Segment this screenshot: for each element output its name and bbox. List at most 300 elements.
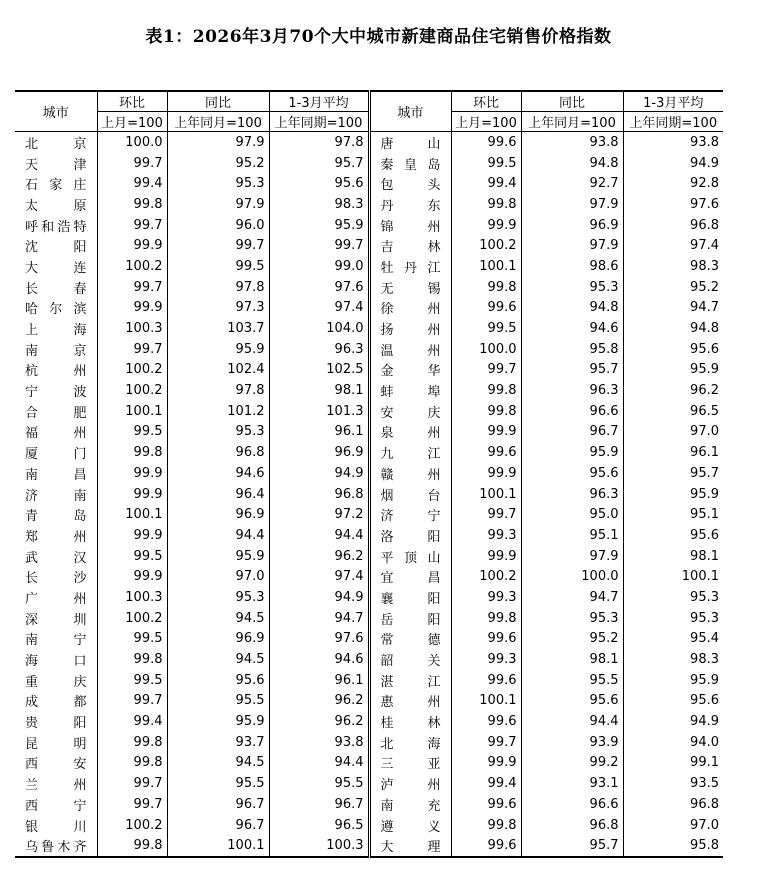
left-mom-cell: 99.8 [97, 649, 167, 670]
left-avg-cell: 96.2 [269, 711, 369, 732]
right-city-cell: 大理 [369, 835, 451, 857]
right-city-cell: 金华 [369, 360, 451, 381]
right-yoy-cell: 96.3 [521, 380, 623, 401]
table-row [15, 442, 723, 463]
left-avg-cell: 97.4 [269, 298, 369, 319]
table-row [15, 318, 723, 339]
left-city-cell: 郑州 [25, 529, 87, 545]
table-row [15, 794, 723, 815]
table-row [15, 153, 723, 174]
price-index-table [15, 90, 723, 858]
left-yoy-cell: 97.3 [167, 298, 269, 319]
right-mom-cell: 99.6 [451, 835, 521, 857]
right-city-cell: 唐山 [369, 132, 451, 153]
left-mom-cell: 99.5 [97, 629, 167, 650]
right-avg-cell: 96.8 [623, 794, 723, 815]
left-mom-cell: 99.5 [97, 670, 167, 691]
right-city-cell: 丹东 [369, 194, 451, 215]
right-mom-cell: 99.6 [451, 132, 521, 153]
left-city-cell: 南昌 [25, 467, 87, 483]
left-avg-cell: 100.3 [269, 835, 369, 857]
right-mom-cell: 100.2 [451, 566, 521, 587]
left-city-cell: 厦门 [25, 447, 87, 463]
right-city-cell: 蚌埠 [369, 380, 451, 401]
table-row [15, 649, 723, 670]
left-city-cell: 深圳 [25, 612, 87, 628]
table-row [15, 463, 723, 484]
right-avg-cell: 98.3 [623, 649, 723, 670]
left-avg-cell: 102.5 [269, 360, 369, 381]
left-city-cell: 大连 [25, 260, 87, 276]
left-avg-cell: 94.4 [269, 525, 369, 546]
right-mom-cell: 99.5 [451, 153, 521, 174]
right-avg-cell: 95.9 [623, 360, 723, 381]
left-avg-cell: 94.9 [269, 463, 369, 484]
right-avg-cell: 97.0 [623, 422, 723, 443]
left-yoy-cell: 100.1 [167, 835, 269, 857]
left-city-cell: 贵阳 [25, 716, 87, 732]
left-mom-cell: 99.7 [97, 773, 167, 794]
right-mom-cell: 99.8 [451, 815, 521, 836]
table-row [15, 670, 723, 691]
left-yoy-cell: 96.9 [167, 504, 269, 525]
right-avg-cell: 94.9 [623, 153, 723, 174]
right-avg-cell: 99.1 [623, 753, 723, 774]
right-mom-cell: 99.7 [451, 504, 521, 525]
right-mom-cell: 100.1 [451, 484, 521, 505]
left-avg-cell: 94.4 [269, 753, 369, 774]
right-yoy-cell: 95.6 [521, 463, 623, 484]
left-avg-cell: 97.8 [269, 132, 369, 153]
header-mom-base-left: 上月=100 [97, 112, 167, 132]
table-row [15, 815, 723, 836]
left-city-cell: 昆明 [25, 736, 87, 752]
table-row [15, 194, 723, 215]
right-mom-cell: 99.4 [451, 173, 521, 194]
table-row [15, 525, 723, 546]
right-city-cell: 岳阳 [369, 608, 451, 629]
table-row [15, 691, 723, 712]
left-city-cell: 兰州 [25, 778, 87, 794]
right-avg-cell: 96.1 [623, 442, 723, 463]
left-mom-cell: 99.7 [97, 339, 167, 360]
right-city-cell: 泸州 [369, 773, 451, 794]
right-yoy-cell: 94.8 [521, 298, 623, 319]
header-city-left: 城市 [15, 91, 97, 132]
right-avg-cell: 95.6 [623, 525, 723, 546]
right-yoy-cell: 98.6 [521, 256, 623, 277]
left-avg-cell: 98.3 [269, 194, 369, 215]
right-yoy-cell: 95.8 [521, 339, 623, 360]
right-mom-cell: 99.6 [451, 670, 521, 691]
left-yoy-cell: 95.5 [167, 773, 269, 794]
left-mom-cell: 99.7 [97, 691, 167, 712]
left-avg-cell: 95.6 [269, 173, 369, 194]
right-mom-cell: 99.8 [451, 401, 521, 422]
table-row [15, 608, 723, 629]
left-mom-cell: 99.8 [97, 442, 167, 463]
right-avg-cell: 97.4 [623, 235, 723, 256]
right-yoy-cell: 96.6 [521, 401, 623, 422]
left-avg-cell: 101.3 [269, 401, 369, 422]
table-row [15, 732, 723, 753]
left-city-cell: 乌鲁木齐 [15, 835, 97, 857]
right-avg-cell: 98.3 [623, 256, 723, 277]
right-avg-cell: 95.6 [623, 339, 723, 360]
table-row [15, 380, 723, 401]
table-row [15, 235, 723, 256]
left-yoy-cell: 103.7 [167, 318, 269, 339]
left-city-cell: 福州 [25, 426, 87, 442]
left-mom-cell: 100.2 [97, 815, 167, 836]
right-mom-cell: 99.8 [451, 380, 521, 401]
left-city-cell: 武汉 [25, 550, 87, 566]
right-mom-cell: 99.8 [451, 194, 521, 215]
right-city-cell: 九江 [369, 442, 451, 463]
right-avg-cell: 96.5 [623, 401, 723, 422]
right-yoy-cell: 99.2 [521, 753, 623, 774]
right-mom-cell: 99.3 [451, 649, 521, 670]
left-avg-cell: 96.2 [269, 691, 369, 712]
right-city-cell: 赣州 [369, 463, 451, 484]
right-yoy-cell: 97.9 [521, 235, 623, 256]
right-yoy-cell: 93.1 [521, 773, 623, 794]
left-yoy-cell: 94.5 [167, 753, 269, 774]
right-city-cell: 湛江 [369, 670, 451, 691]
left-city-cell: 石家庄 [25, 178, 87, 194]
table-row [15, 753, 723, 774]
right-yoy-cell: 96.8 [521, 815, 623, 836]
left-avg-cell: 97.6 [269, 629, 369, 650]
left-yoy-cell: 97.9 [167, 194, 269, 215]
left-city-cell: 西宁 [25, 798, 87, 814]
right-mom-cell: 99.9 [451, 215, 521, 236]
left-mom-cell: 99.9 [97, 566, 167, 587]
right-avg-cell: 93.8 [623, 132, 723, 153]
right-avg-cell: 95.4 [623, 629, 723, 650]
left-avg-cell: 96.1 [269, 422, 369, 443]
right-city-cell: 无锡 [369, 277, 451, 298]
right-avg-cell: 94.0 [623, 732, 723, 753]
table-row [15, 298, 723, 319]
right-mom-cell: 99.6 [451, 711, 521, 732]
right-yoy-cell: 95.3 [521, 277, 623, 298]
table-row [15, 401, 723, 422]
right-yoy-cell: 98.1 [521, 649, 623, 670]
right-city-cell: 秦皇岛 [369, 153, 451, 174]
left-city-cell: 青岛 [25, 509, 87, 525]
left-yoy-cell: 96.9 [167, 629, 269, 650]
left-mom-cell: 99.8 [97, 835, 167, 857]
left-yoy-cell: 95.9 [167, 339, 269, 360]
left-city-cell: 广州 [25, 591, 87, 607]
left-avg-cell: 98.1 [269, 380, 369, 401]
right-yoy-cell: 100.0 [521, 566, 623, 587]
right-mom-cell: 99.6 [451, 629, 521, 650]
left-mom-cell: 100.3 [97, 318, 167, 339]
left-yoy-cell: 95.3 [167, 587, 269, 608]
left-mom-cell: 99.5 [97, 422, 167, 443]
right-city-cell: 三亚 [369, 753, 451, 774]
left-yoy-cell: 97.8 [167, 277, 269, 298]
right-mom-cell: 99.5 [451, 318, 521, 339]
right-avg-cell: 95.1 [623, 504, 723, 525]
left-yoy-cell: 95.2 [167, 153, 269, 174]
left-city-cell: 西安 [25, 757, 87, 773]
left-yoy-cell: 101.2 [167, 401, 269, 422]
right-yoy-cell: 94.7 [521, 587, 623, 608]
right-city-cell: 南充 [369, 794, 451, 815]
right-avg-cell: 95.9 [623, 670, 723, 691]
right-avg-cell: 95.9 [623, 484, 723, 505]
left-avg-cell: 95.5 [269, 773, 369, 794]
left-avg-cell: 94.6 [269, 649, 369, 670]
right-yoy-cell: 95.7 [521, 835, 623, 857]
left-city-cell: 杭州 [25, 364, 87, 380]
header-yoy-left: 同比 [167, 91, 269, 112]
right-city-cell: 锦州 [369, 215, 451, 236]
right-yoy-cell: 96.6 [521, 794, 623, 815]
left-avg-cell: 97.6 [269, 277, 369, 298]
table-row [15, 711, 723, 732]
right-mom-cell: 100.1 [451, 691, 521, 712]
left-avg-cell: 95.9 [269, 215, 369, 236]
left-yoy-cell: 97.9 [167, 132, 269, 153]
right-city-cell: 襄阳 [369, 587, 451, 608]
left-yoy-cell: 102.4 [167, 360, 269, 381]
right-mom-cell: 99.3 [451, 525, 521, 546]
left-mom-cell: 100.1 [97, 504, 167, 525]
right-city-cell: 北海 [369, 732, 451, 753]
left-mom-cell: 100.1 [97, 401, 167, 422]
left-city-cell: 宁波 [25, 385, 87, 401]
right-yoy-cell: 97.9 [521, 546, 623, 567]
right-mom-cell: 99.9 [451, 422, 521, 443]
right-city-cell: 泉州 [369, 422, 451, 443]
left-mom-cell: 99.9 [97, 235, 167, 256]
right-yoy-cell: 94.4 [521, 711, 623, 732]
left-yoy-cell: 94.5 [167, 608, 269, 629]
header-avg-base-right: 上年同期=100 [623, 112, 723, 132]
left-yoy-cell: 96.7 [167, 815, 269, 836]
left-city-cell: 济南 [25, 488, 87, 504]
left-avg-cell: 96.8 [269, 484, 369, 505]
left-city-cell: 上海 [25, 323, 87, 339]
right-city-cell: 韶关 [369, 649, 451, 670]
left-mom-cell: 99.9 [97, 298, 167, 319]
right-city-cell: 吉林 [369, 235, 451, 256]
left-yoy-cell: 95.5 [167, 691, 269, 712]
left-avg-cell: 93.8 [269, 732, 369, 753]
left-mom-cell: 99.4 [97, 711, 167, 732]
left-mom-cell: 99.9 [97, 525, 167, 546]
right-yoy-cell: 95.3 [521, 608, 623, 629]
table-row [15, 773, 723, 794]
table-row [15, 629, 723, 650]
left-avg-cell: 97.2 [269, 504, 369, 525]
right-city-cell: 温州 [369, 339, 451, 360]
header-city-right: 城市 [369, 91, 451, 132]
left-mom-cell: 100.2 [97, 360, 167, 381]
table-row [15, 566, 723, 587]
right-yoy-cell: 95.5 [521, 670, 623, 691]
right-city-cell: 烟台 [369, 484, 451, 505]
right-avg-cell: 95.8 [623, 835, 723, 857]
left-city-cell: 沈阳 [25, 240, 87, 256]
right-avg-cell: 100.1 [623, 566, 723, 587]
table-body [15, 132, 723, 858]
left-mom-cell: 99.9 [97, 484, 167, 505]
left-city-cell: 长沙 [25, 571, 87, 587]
right-mom-cell: 99.6 [451, 794, 521, 815]
right-avg-cell: 94.7 [623, 298, 723, 319]
right-avg-cell: 94.9 [623, 711, 723, 732]
right-avg-cell: 95.6 [623, 691, 723, 712]
left-city-cell: 银川 [25, 819, 87, 835]
left-city-cell: 呼和浩特 [25, 219, 87, 235]
left-city-cell: 成都 [25, 695, 87, 711]
right-city-cell: 济宁 [369, 504, 451, 525]
left-yoy-cell: 95.9 [167, 711, 269, 732]
left-avg-cell: 94.7 [269, 608, 369, 629]
right-avg-cell: 94.8 [623, 318, 723, 339]
right-city-cell: 包头 [369, 173, 451, 194]
header-mom-right: 环比 [451, 91, 521, 112]
left-city-cell: 长春 [25, 281, 87, 297]
left-mom-cell: 99.4 [97, 173, 167, 194]
right-city-cell: 洛阳 [369, 525, 451, 546]
left-mom-cell: 99.5 [97, 546, 167, 567]
header-mom-base-right: 上月=100 [451, 112, 521, 132]
table-row [15, 256, 723, 277]
right-yoy-cell: 93.8 [521, 132, 623, 153]
left-city-cell: 海口 [25, 654, 87, 670]
left-mom-cell: 99.7 [97, 794, 167, 815]
left-city-cell: 太原 [25, 198, 87, 214]
left-mom-cell: 100.2 [97, 380, 167, 401]
right-mom-cell: 100.1 [451, 256, 521, 277]
left-avg-cell: 94.9 [269, 587, 369, 608]
right-yoy-cell: 96.9 [521, 215, 623, 236]
left-mom-cell: 99.7 [97, 153, 167, 174]
right-yoy-cell: 95.0 [521, 504, 623, 525]
left-city-cell: 哈尔滨 [25, 302, 87, 318]
left-yoy-cell: 95.3 [167, 173, 269, 194]
right-mom-cell: 99.7 [451, 732, 521, 753]
right-yoy-cell: 96.3 [521, 484, 623, 505]
right-mom-cell: 99.6 [451, 442, 521, 463]
left-yoy-cell: 96.7 [167, 794, 269, 815]
left-yoy-cell: 95.9 [167, 546, 269, 567]
right-city-cell: 徐州 [369, 298, 451, 319]
right-avg-cell: 96.8 [623, 215, 723, 236]
left-yoy-cell: 97.8 [167, 380, 269, 401]
table-row [15, 835, 723, 857]
header-yoy-base-left: 上年同月=100 [167, 112, 269, 132]
left-avg-cell: 96.9 [269, 442, 369, 463]
page-title: 表1：2026年3月70个大中城市新建商品住宅销售价格指数 [145, 27, 612, 47]
left-yoy-cell: 96.8 [167, 442, 269, 463]
right-mom-cell: 99.9 [451, 463, 521, 484]
right-yoy-cell: 95.9 [521, 442, 623, 463]
left-mom-cell: 100.3 [97, 587, 167, 608]
header-avg-base-left: 上年同期=100 [269, 112, 369, 132]
right-avg-cell: 96.2 [623, 380, 723, 401]
left-yoy-cell: 99.7 [167, 235, 269, 256]
table-row [15, 422, 723, 443]
header-avg-right: 1-3月平均 [623, 91, 723, 112]
right-avg-cell: 95.3 [623, 587, 723, 608]
right-city-cell: 扬州 [369, 318, 451, 339]
right-yoy-cell: 93.9 [521, 732, 623, 753]
left-avg-cell: 95.7 [269, 153, 369, 174]
table-row [15, 215, 723, 236]
table-row [15, 360, 723, 381]
header-yoy-right: 同比 [521, 91, 623, 112]
right-mom-cell: 99.6 [451, 298, 521, 319]
left-yoy-cell: 93.7 [167, 732, 269, 753]
right-avg-cell: 97.6 [623, 194, 723, 215]
right-yoy-cell: 96.7 [521, 422, 623, 443]
table-row [15, 132, 723, 153]
table-row [15, 504, 723, 525]
left-avg-cell: 97.4 [269, 566, 369, 587]
right-yoy-cell: 95.6 [521, 691, 623, 712]
right-yoy-cell: 94.6 [521, 318, 623, 339]
left-yoy-cell: 94.5 [167, 649, 269, 670]
left-city-cell: 南宁 [25, 633, 87, 649]
left-mom-cell: 99.8 [97, 194, 167, 215]
left-avg-cell: 96.7 [269, 794, 369, 815]
table-row [15, 173, 723, 194]
right-mom-cell: 99.8 [451, 277, 521, 298]
left-yoy-cell: 95.3 [167, 422, 269, 443]
right-mom-cell: 99.9 [451, 546, 521, 567]
header-yoy-base-right: 上年同月=100 [521, 112, 623, 132]
left-yoy-cell: 96.0 [167, 215, 269, 236]
right-yoy-cell: 94.8 [521, 153, 623, 174]
right-mom-cell: 99.8 [451, 608, 521, 629]
table-row [15, 546, 723, 567]
header-mom-left: 环比 [97, 91, 167, 112]
left-yoy-cell: 99.5 [167, 256, 269, 277]
left-yoy-cell: 96.4 [167, 484, 269, 505]
right-city-cell: 桂林 [369, 711, 451, 732]
right-avg-cell: 97.0 [623, 815, 723, 836]
left-mom-cell: 100.0 [97, 132, 167, 153]
left-mom-cell: 100.2 [97, 608, 167, 629]
left-mom-cell: 99.7 [97, 277, 167, 298]
right-mom-cell: 99.9 [451, 753, 521, 774]
right-city-cell: 遵义 [369, 815, 451, 836]
right-mom-cell: 100.2 [451, 235, 521, 256]
left-city-cell: 天津 [25, 157, 87, 173]
right-yoy-cell: 97.9 [521, 194, 623, 215]
right-yoy-cell: 95.1 [521, 525, 623, 546]
left-mom-cell: 100.2 [97, 256, 167, 277]
left-mom-cell: 99.9 [97, 463, 167, 484]
table-row [15, 277, 723, 298]
left-city-cell: 北京 [25, 136, 87, 152]
left-mom-cell: 99.8 [97, 753, 167, 774]
left-avg-cell: 99.7 [269, 235, 369, 256]
right-avg-cell: 95.3 [623, 608, 723, 629]
right-city-cell: 常德 [369, 629, 451, 650]
right-avg-cell: 98.1 [623, 546, 723, 567]
right-city-cell: 宜昌 [369, 566, 451, 587]
right-mom-cell: 99.4 [451, 773, 521, 794]
left-avg-cell: 99.0 [269, 256, 369, 277]
